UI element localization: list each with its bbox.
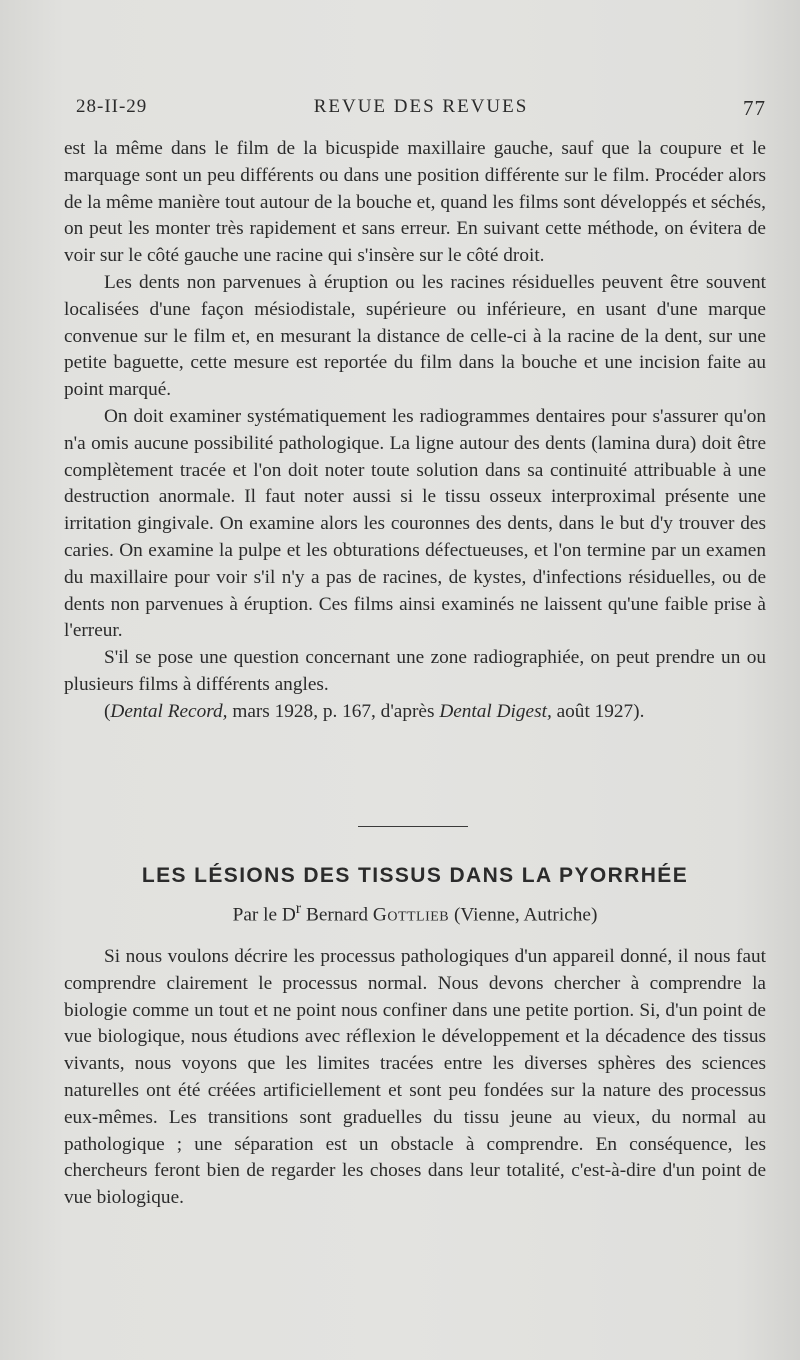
citation-open: ( — [104, 700, 111, 722]
byline-first-name: Bernard — [301, 904, 373, 926]
citation-source-2: Dental Digest, — [439, 700, 552, 722]
citation-middle: mars 1928, p. 167, d'après — [227, 700, 440, 722]
article1-paragraph-2: Les dents non parvenues à éruption ou les racines résiduelles peuvent être souvent localisées d'une façon mésiodistale, supérieure ou inférieure, en usant d'une marque convenue sur le film et, en mesurant la distance de celle-ci à la racine de la dent, sur une petite baguette, cette mesure est reportée du film dans la bouche et une incision faite au point marqué. — [64, 271, 766, 401]
article1-body — [64, 136, 766, 726]
byline-prefix: Par le D — [232, 904, 296, 926]
citation-end: août 1927). — [551, 700, 645, 722]
byline-place: (Vienne, Autriche) — [449, 904, 598, 926]
article1-citation — [64, 699, 766, 726]
running-title: REVUE DES REVUES — [313, 96, 529, 117]
article1-paragraph-3: On doit examiner systématiquement les radiogrammes dentaires pour s'assurer qu'on n'a omis aucune possibilité pathologique. La ligne autour des dents (lamina dura) doit être complètement tracée et l'on doit noter toute solution dans sa continuité attribuable à une destruction anormale. Il faut noter aussi si le tissu osseux interproximal présente une irritation gingivale. On examine alors les couronnes des dents, dans le but d'y trouver des caries. On examine la pulpe et les obturations défectueuses, et l'on termine par un examen du maxillaire pour voir s'il n'y a pas de racines, de kystes, d'infections résiduelles, ou de dents non parvenues à éruption. Ces films ainsi examinés ne laissent qu'une faible prise à l'erreur. — [64, 405, 766, 642]
citation-source-1: Dental Record, — [110, 700, 228, 722]
byline-sup: r — [295, 900, 302, 917]
article2-body — [64, 944, 766, 1212]
article2-title: LES LÉSIONS DES TISSUS DANS LA PYORRHÉE — [141, 864, 689, 887]
article1-paragraph-1: est la même dans le film de la bicuspide maxillaire gauche, sauf que la coupure et le marquage sont un peu différents ou dans une position différente sur le film. Procéder alors de la même manière tout autour de la bouche et, quand les films sont développés et séchés, on peut les monter très rapidement et sans erreur. En suivant cette méthode, on évitera de voir sur le côté gauche une racine qui s'insère sur le côté droit. — [64, 138, 766, 267]
article1-paragraph-4: S'il se pose une question concernant une zone radiographiée, on peut prendre un ou plusieurs films à différents angles. — [64, 647, 766, 695]
page-number: 77 — [743, 96, 766, 120]
article2-paragraph-1: Si nous voulons décrire les processus pathologiques d'un appareil donné, il nous faut comprendre clairement le processus normal. Nous devons chercher à comprendre la biologie comme un tout et ne point nous confiner dans une petite portion. Si, d'un point de vue biologique, nous étudions avec réflexion le développement et la décadence des tissus vivants, nous voyons que les limites tracées entre les diverses sphères des sciences naturelles ont été créées artificiellement et sont peu fondées sur la nature des processus eux-mêmes. Les transitions sont graduelles du tissu jeune au vieux, du normal au pathologique ; une séparation est un obstacle à comprendre. En conséquence, les chercheurs feront bien de regarder les choses dans leur totalité, c'est-à-dire d'un point de vue biologique. — [64, 946, 766, 1209]
article2-byline — [64, 900, 766, 926]
byline-surname: Gottlieb — [372, 904, 450, 926]
section-divider — [358, 826, 468, 827]
header-date: 28-II-29 — [76, 96, 148, 117]
